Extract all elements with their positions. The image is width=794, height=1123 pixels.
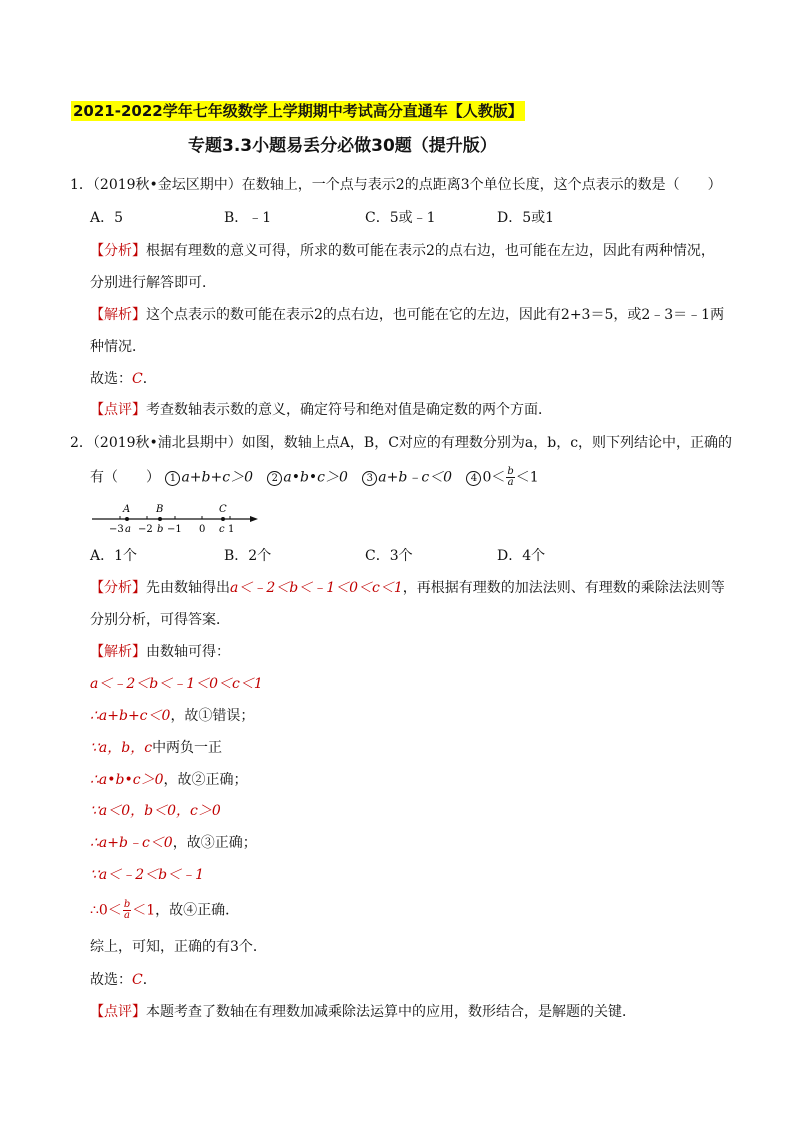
point-a [125,517,129,521]
q2-comment [90,1002,636,1022]
sol-8-text: ，故④正确． [155,902,240,919]
q2-answer [90,970,157,990]
q1-analysis [90,241,715,261]
page-title: 专题3.3小题易丢分必做30题（提升版） [188,136,497,156]
solution-head: 由数轴可得： [146,644,230,660]
analysis-tag: 【分析】 [90,580,146,596]
q2-stem-cont: 有（ ） [90,469,160,486]
banner: 2021-2022学年七年级数学上学期期中考试高分直通车【人教版】 [73,102,523,120]
sol-line-8 [90,900,239,921]
analysis-text: 根据有理数的意义可得，所求的数可能在表示2的点右边，也可能在左边，因此有两种情况， [146,243,715,259]
q1-answer [90,369,157,389]
tick-1: 1 [228,524,235,535]
frac-denominator: a [507,477,514,488]
fraction-b-over-a [506,467,514,488]
q1-stem: 1．（2019秋•金坛区期中）在数轴上，一个点与表示2的点距离3个单位长度，这个点表示的数是（ ） [70,177,722,193]
sol-4-expr: ∴a•b•c＞0 [90,772,164,788]
answer-prefix: 故选： [90,972,132,988]
number-line-figure [90,500,270,540]
label-c: c [219,524,225,535]
tick-minus2: −2 [138,524,153,535]
q1-option-c: C．5或﹣1 [365,210,436,226]
sol-3-expr: ∵a，b，c [90,740,153,756]
point-c [221,517,225,521]
frac-numerator: b [123,899,131,910]
q1-analysis-cont: 分别进行解答即可． [90,275,216,291]
q1-solution-cont: 种情况． [90,339,146,355]
comment-text: 本题考查了数轴在有理数加减乘除法运算中的应用，数形结合，是解题的关键． [146,1004,636,1020]
sol-8-mid: ＜1 [132,902,156,919]
statement-1: a+b+c＞0 [181,469,253,486]
circled-3: 3 [362,471,377,486]
label-a: a [125,524,131,535]
analysis-pre: 先由数轴得出 [146,580,230,596]
circled-4: 4 [466,471,481,486]
sol-6-expr: ∴a+b﹣c＜0 [90,835,173,851]
solution-tag: 【解析】 [90,307,146,323]
answer-suffix: ． [142,371,157,387]
point-b [158,517,162,521]
sol-line-4 [90,770,247,790]
frac-denominator: a [124,910,131,921]
arrow-head [250,516,258,522]
sol-3-text: 中两负一正 [152,740,223,756]
solution-text: 这个点表示的数可能在表示2的点右边，也可能在它的左边，因此有2+3＝5，或2﹣3＝﹣1两 [146,307,725,323]
circled-1: 1 [165,471,180,486]
answer-letter: C [132,371,143,387]
label-A: A [123,504,131,515]
q2-statements [90,467,539,488]
label-B: B [156,504,164,515]
label-C: C [219,504,227,515]
sol-4-text: ，故②正确； [163,772,248,788]
analysis-tag: 【分析】 [90,243,146,259]
q1-comment [90,400,552,420]
sol-line-5: ∵a＜0，b＜0，c＞0 [90,803,221,819]
comment-tag: 【点评】 [90,1004,146,1020]
q2-stem: 2．（2019秋•浦北县期中）如图，数轴上点A，B，C对应的有理数分别为a，b，c，则下列结论中，正确的 [70,435,733,451]
sol-8-fraction [123,900,131,921]
q1-option-d: D．5或1 [497,210,555,226]
sol-line-9: 综上，可知，正确的有3个． [90,939,267,955]
q2-analysis-cont: 分别分析，可得答案． [90,612,230,628]
sol-2-expr: ∴a+b+c＜0 [90,708,171,724]
q2-analysis [90,578,725,598]
tick-minus1: −1 [167,524,182,535]
sol-line-1: a＜﹣2＜b＜﹣1＜0＜c＜1 [90,676,263,692]
q2-option-d: D．4个 [497,548,546,564]
statement-2: a•b•c＞0 [283,469,348,486]
sol-6-text: ，故③正确； [172,835,257,851]
q1-option-a: A．5 [90,210,124,226]
statement-3: a+b﹣c＜0 [378,469,453,486]
sol-line-2 [90,706,254,726]
analysis-post: ，再根据有理数的加法法则、有理数的乘除法法则等 [402,580,725,596]
sol-8-pre: ∴0＜ [90,902,122,919]
circled-2: 2 [267,471,282,486]
solution-tag: 【解析】 [90,644,146,660]
answer-suffix: ． [142,972,157,988]
label-b: b [157,524,164,535]
q2-option-a: A．1个 [90,548,138,564]
q1-option-b: B．﹣1 [224,210,272,226]
sol-2-text: ，故①错误； [170,708,255,724]
analysis-inequality: a＜﹣2＜b＜﹣1＜0＜c＜1 [230,580,403,596]
statement-4-pre: 0＜ [482,469,506,486]
answer-prefix: 故选： [90,371,132,387]
statement-4-post: ＜1 [515,469,539,486]
q2-solution [90,642,230,662]
sol-line-6 [90,833,257,853]
tick-minus3: −3 [109,524,124,535]
q1-solution [90,305,724,325]
comment-tag: 【点评】 [90,402,146,418]
answer-letter: C [132,972,143,988]
q2-option-c: C．3个 [365,548,413,564]
frac-numerator: b [507,466,514,477]
comment-text: 考查数轴表示数的意义，确定符号和绝对值是确定数的两个方面． [146,402,552,418]
sol-line-3 [90,738,222,758]
tick-0: 0 [199,524,206,535]
q2-option-b: B．2个 [224,548,272,564]
sol-line-7: ∵a＜﹣2＜b＜﹣1 [90,867,205,883]
